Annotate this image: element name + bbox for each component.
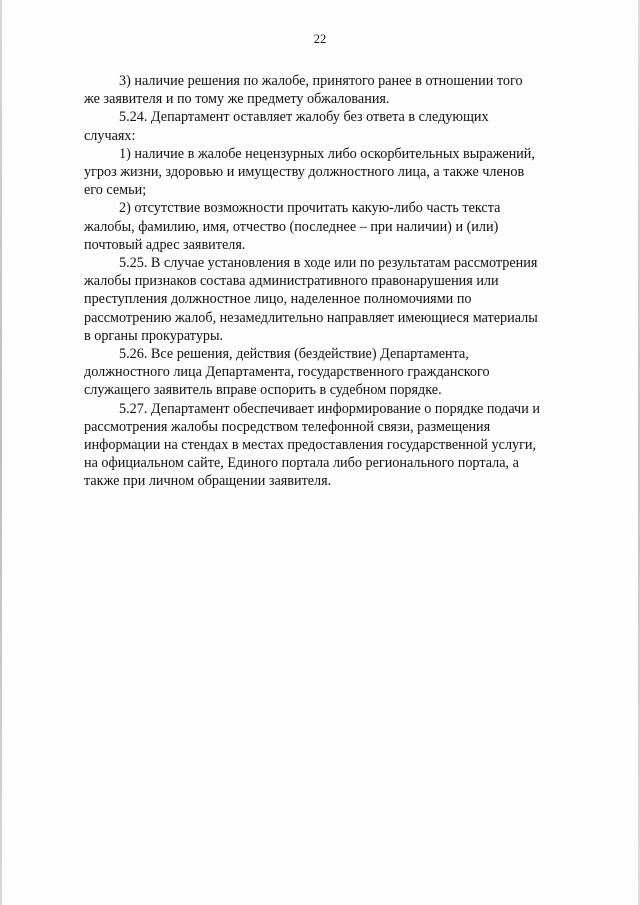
paragraph-5-24: 5.24. Департамент оставляет жалобу без ответа в следующих случаях: <box>84 109 489 144</box>
paragraph-5-26: 5.26. Все решения, действия (бездействие) Департамента, должностного лица Департамента, государственного гражданского служащего заявитель вправе оспорить в судебном порядке. <box>84 346 490 399</box>
paragraph-5-27: 5.27. Департамент обеспечивает информирование о порядке подачи и рассмотрения жалобы посредством телефонной связи, размещения информации на стендах в местах предоставления государственной услуги, на официальном сайте, Единого портала либо регионального портала, а также при личном обращении заявителя. <box>84 400 540 490</box>
paragraph-5-25: 5.25. В случае установления в ходе или по результатам рассмотрения жалобы признаков состава административного правонарушения или преступления должностное лицо, наделенное полномочиями по рассмотрению жалоб, незамедлительно направляет имеющиеся материалы в органы прокуратуры. <box>84 255 538 344</box>
document-body <box>84 72 568 491</box>
paragraph-obscene-language: 1) наличие в жалобе нецензурных либо оскорбительных выражений, угроз жизни, здоровью и имуществу должностного лица, а также членов его семьи; <box>84 145 535 199</box>
page-number: 22 <box>313 32 327 46</box>
scan-edge-left <box>0 0 2 905</box>
paragraph-complaint-decision-exists: 3) наличие решения по жалобе, принятого ранее в отношении того же заявителя и по тому же предмету обжалования. <box>84 73 523 108</box>
paragraph-unreadable-text: 2) отсутствие возможности прочитать какую-либо часть текста жалобы, фамилию, имя, отчество (последнее – при наличии) и (или) почтовый адрес заявителя. <box>84 200 501 253</box>
